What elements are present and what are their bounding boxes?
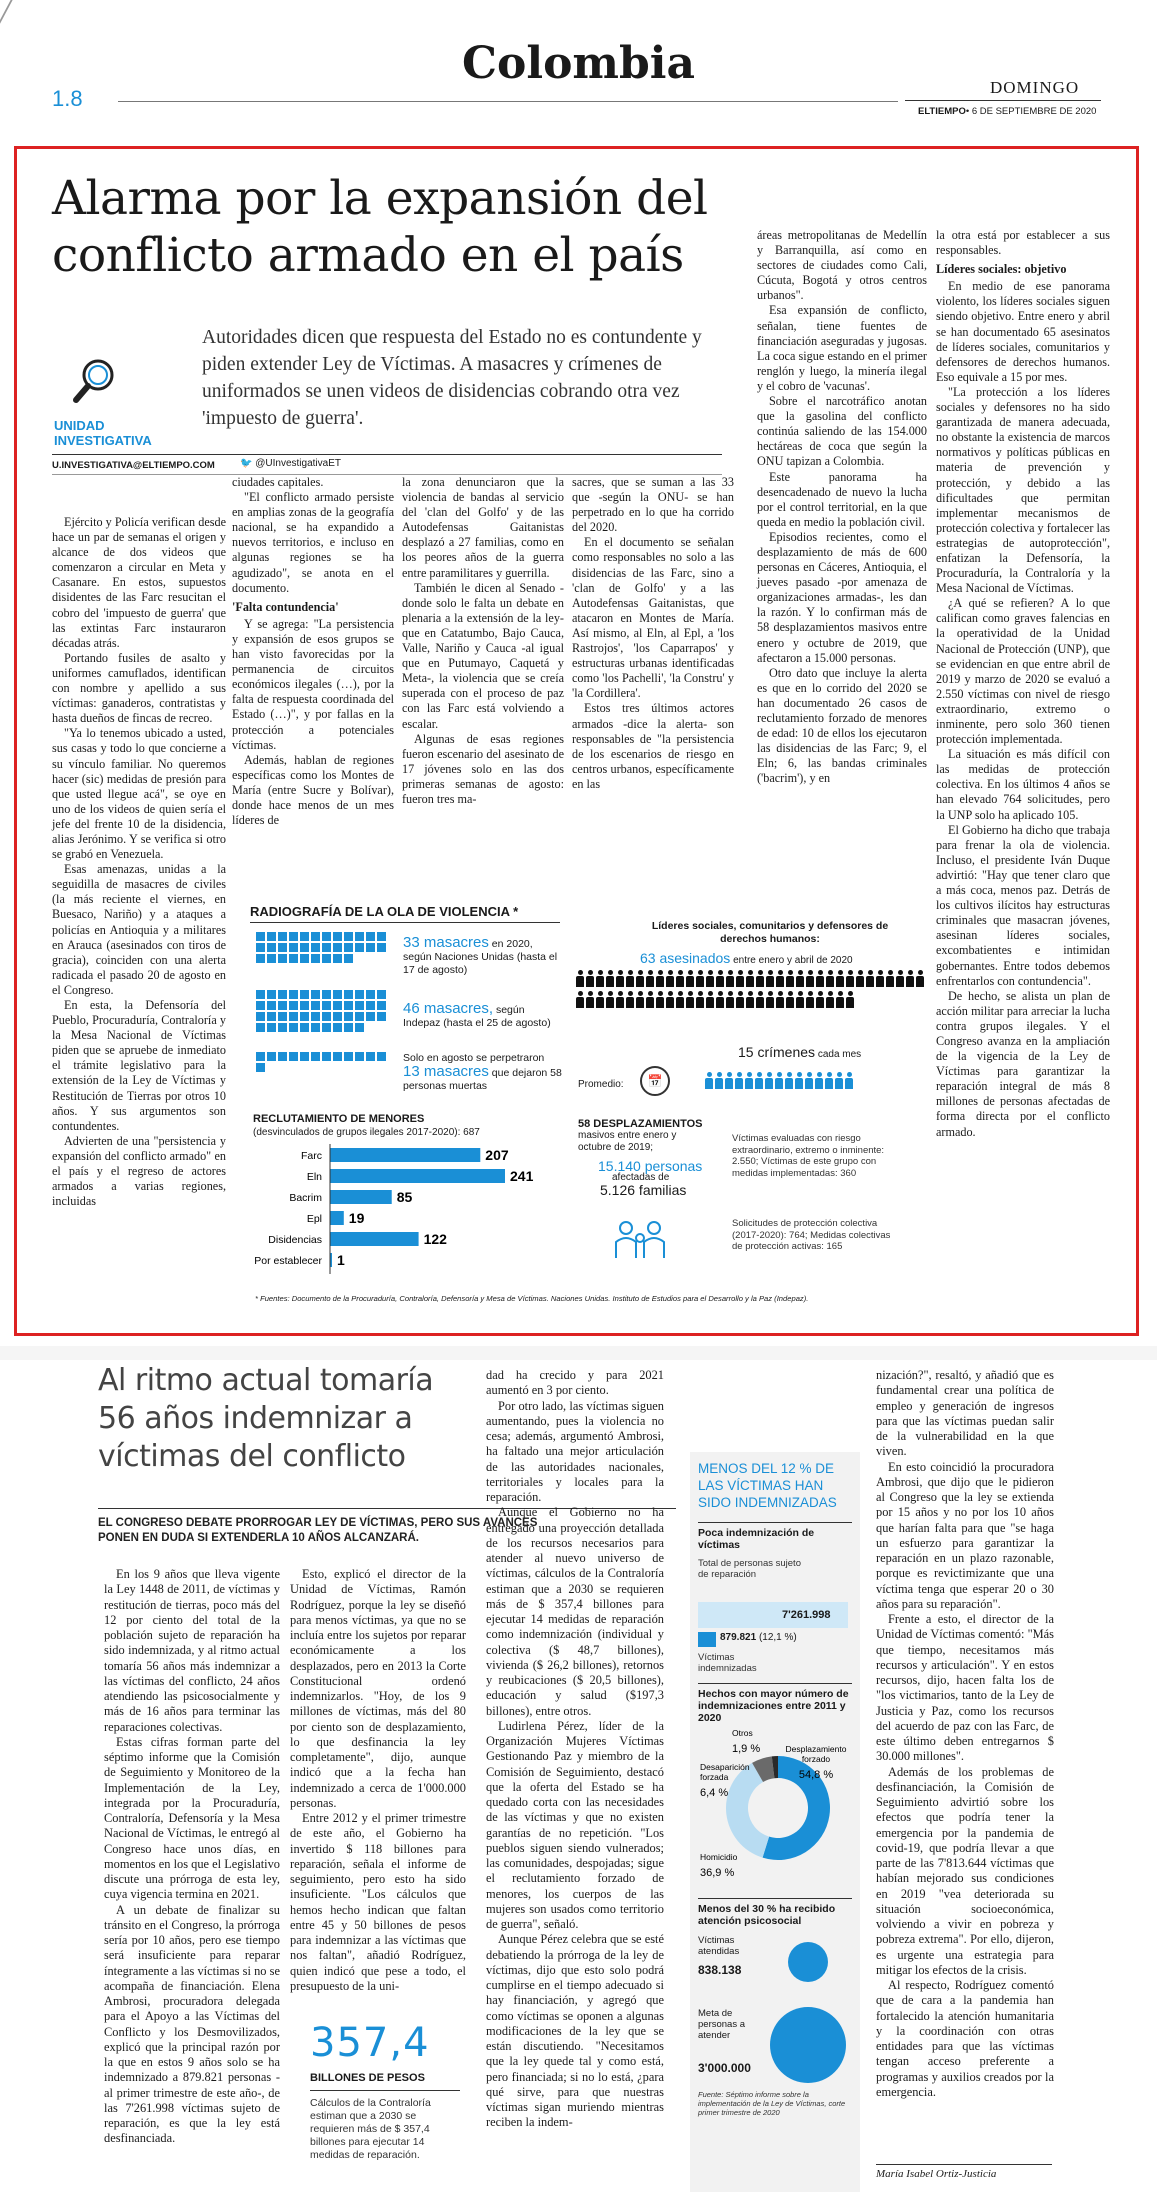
infographic-title: RADIOGRAFÍA DE LA OLA DE VIOLENCIA * (250, 904, 519, 919)
person-icon (616, 991, 624, 1008)
note-1: Víctimas evaluadas con riesgo extraordinario, extremo o inminente: 2.550; Víctimas de este grupo con medidas implementadas: 360 (732, 1133, 885, 1179)
edition-date: • 6 DE SEPTIEMBRE DE 2020 (965, 106, 1097, 117)
person-icon (785, 1072, 793, 1089)
person-icon (805, 1072, 813, 1089)
article2-byline: María Isabel Ortiz-Justicia (876, 2168, 997, 2180)
paragraph: nización?", resaltó, y añadió que es fundamental crear una política de empleo y generación de ingresos para que las víctimas puedan salir de la vulnerabilidad en la que viven. (876, 1368, 1054, 1459)
paper-name: ELTIEMPO (918, 106, 966, 117)
person-icon (786, 991, 794, 1008)
person-icon (835, 1072, 843, 1089)
person-icon (796, 970, 804, 987)
person-icon (696, 991, 704, 1008)
stat-text: Solo en agosto se perpetraron (403, 1052, 545, 1064)
person-icon (725, 1072, 733, 1089)
bar (330, 1232, 419, 1246)
attended-value: 838.138 (698, 1963, 742, 1977)
person-icon (826, 970, 834, 987)
paragraph: "La protección a los líderes sociales y defensores no ha sido garantizada de manera adecuada, no obstante la existencia de marcos normativos y políticas públicas en materia de prevención y protección, y debido a las dificultades que permitan implementar mecanismos de protección colectiva y fortalecer las estrategias de autoprotección", enfatizan la Defensoría, la Procuraduría, la Contraloría y la Mesa Nacional de Víctimas. (936, 384, 1110, 596)
article2-col3 (486, 1368, 664, 2190)
indem-label: Víctimas indemnizadas (698, 1652, 757, 1674)
indem-bar (698, 1632, 716, 1647)
person-icon (906, 970, 914, 987)
person-icon (596, 991, 604, 1008)
person-icon (866, 970, 874, 987)
article1-col1 (52, 515, 226, 1305)
person-icon (836, 991, 844, 1008)
paragraph: dad ha crecido y para 2021 aumentó en 3 por ciento. (486, 1368, 664, 1398)
person-icon (806, 970, 814, 987)
person-icon (816, 991, 824, 1008)
person-icon (796, 991, 804, 1008)
article2-col1 (104, 1567, 280, 2187)
bar-label: Por establecer (254, 1255, 322, 1267)
stat-number: 13 masacres (403, 1063, 489, 1080)
sidebar-title: MENOS DEL 12 % DE LAS VÍCTIMAS HAN SIDO INDEMNIZADAS (698, 1461, 837, 1510)
header-rule (118, 101, 898, 102)
bar-label: Eln (306, 1171, 322, 1183)
person-icon (686, 970, 694, 987)
magnifier-icon (70, 355, 120, 407)
paragraph: En los 9 años que lleva vigente la Ley 1448 de 2011, de víctimas y restitución de tierras, poco más del 12 por ciento del total de la población sujeto de reparación ha sido indemnizada, y al ritmo actual tomaría 56 años más indemnizar a las víctimas del conflicto, 24 años atendiendo las psicosocialmente y más de 16 años para terminar las reparaciones colectivas. (104, 1567, 280, 1734)
article1-dek: Autoridades dicen que respuesta del Estado no es contundente y piden extender Ley de Víctimas. A masacres y crímenes de uniformados se unen videos de disidencias cobrando otra vez 'impuesto de guerra'. (202, 327, 702, 429)
bar (330, 1211, 344, 1225)
corner-mark (0, 0, 35, 40)
bar-value: 122 (423, 1231, 447, 1247)
bar-value: 241 (510, 1168, 534, 1184)
paragraph: Entre 2012 y el primer trimestre de este año, el Gobierno ha invertido $ 118 billones para reparación, señala el informe de seguimiento, pero esto ha sido insuficiente. "Los cálculos que hemos hecho indican que faltan entre 45 y 50 billones de pesos para indemnizar a las víctimas que nos faltan", añadió Rodríguez, quien indicó que pese a todo, el presupuesto de la uni- (290, 1811, 466, 1993)
header-day-rule (905, 100, 1101, 101)
paragraph: la zona denunciaron que la violencia de bandas al servicio del 'clan del Golfo' y de las Autodefensas Gaitanistas desplazó a 27 familias, como en los peores años de la guerra entre paramilitares y guerrilla. (402, 475, 564, 580)
paragraph: Esas amenazas, unidas a la seguidilla de masacres de civiles (la más reciente el viernes, en Buesaco, Nariño) y a ataques a policías en Antioquia y a militares en Arauca (asesinados con tiros de gracia), coinciden con una alerta radicada el pasado 20 de agosto en el Congreso. (52, 862, 226, 997)
person-icon (716, 970, 724, 987)
paragraph: Esa expansión de conflicto, señalan, tiene fuentes de financiación aseguradas y jugosas. La coca sigue estando en el primer renglón y luego, la minería ilegal y el cobro de 'vacunas'. (757, 303, 927, 393)
leaders-title: Líderes sociales, comunitarios y defensores de derechos humanos: (651, 920, 889, 945)
paragraph: Portando fusiles de asalto y uniformes camuflados, identifican con nombre y apellido a sus víctimas: ganaderos, contratistas y hasta dueños de fincas de recreo. (52, 650, 226, 726)
paragraph: ¿A qué se refieren? A lo que califican como graves falencias en la operatividad de la Unidad Nacional de Protección (UNP), que se evidencian en que entre abril de 2019 y marzo de 2020 se evaluó a 2.550 víctimas con nivel de riesgo extraordinario, extremo o inminente, pero solo 360 tienen protección implementada. (936, 596, 1110, 747)
paragraph: Y se agrega: "La persistencia y expansión de esos grupos se han visto favorecidas por la permanencia de circuitos económicos ilegales (…), por la falta de respuesta coordinada del Estado (…)", y por fallas en la protección a potenciales víctimas. (232, 616, 394, 752)
article2-col2 (290, 1567, 466, 2014)
paragraph: Esto, explicó el director de la Unidad de Víctimas, Ramón Rodríguez, porque la ley se diseñó para menos víctimas, ya que no se incluía entre los sujetos por reparar económicamente a los desplazados, pero en 2013 la Corte Constitucional ordenó indemnizarlos. "Hoy, de los 9 millones de víctimas, más del 80 por ciento son de desplazamiento, lo que desfinancia la ley completamente", dijo, aunque indicó que a la fecha han indemnizado a cerca de 1'000.000 personas. (290, 1567, 466, 1810)
person-icon (735, 1072, 743, 1089)
article1-col3 (402, 475, 564, 806)
sidebar-sub1: Poca indemnización de víctimas (698, 1527, 815, 1551)
paragraph: Ludirlena Pérez, líder de la Organización Mujeres Víctimas Gestionando Paz y miembro de la Comisión de Seguimiento, destacó que la oferta del Estado se ha quedado corta con las necesidades de las víctimas y que no existen garantías de no repetición. "Los pueblos siguen siendo vulnerados; las comunidades, despojadas; sigue el reclutamiento forzado de menores, los cuerpos de las mujeres son usados como territorio de guerra", señaló. (486, 1718, 664, 1931)
donut-value: 6,4 % (700, 1787, 729, 1799)
goal-value: 3'000.000 (698, 2061, 751, 2075)
person-icon (586, 991, 594, 1008)
total-value: 7'261.998 (782, 1609, 831, 1621)
header-dateline (918, 106, 1096, 117)
paragraph: Episodios recientes, como el desplazamiento de más de 600 personas en Cáceres, Antioquia, el jueves pasado -por amenaza de organizaciones armadas-, les dan la razón. Y lo confirman más de 58 desplazamientos masivos entre enero y octubre de 2019, que afectaron a 15.000 personas. (757, 529, 927, 665)
stat-text: en 2020, según Naciones Unidas (hasta el 17 de agosto) (403, 938, 558, 976)
big-number-text: Cálculos de la Contraloría estiman que a 2030 se requieren más de $ 357,4 billones para ejecutar 14 medidas de reparación. (310, 2097, 431, 2161)
paragraph: De hecho, se alista un plan de acción militar para arreciar la lucha contra grupos ilegales. Y el Congreso avanza en la ampliación de la vigencia de la Ley de Víctimas para garantizar la reparación integral de más 8 millones de personas afectadas de forma directa por el conflicto armado. (936, 988, 1110, 1139)
byline-rule-2 (876, 2164, 1052, 2165)
displaced-block (578, 1118, 708, 1196)
calendar-icon: 📅 (640, 1066, 670, 1096)
person-icon (896, 970, 904, 987)
donut-label: Desplazamiento (785, 1744, 847, 1754)
person-icon (816, 970, 824, 987)
sidebar-rule-3 (698, 1898, 852, 1899)
person-icon (795, 1072, 803, 1089)
indem-number: 879.821 (720, 1632, 757, 1643)
person-icon (646, 970, 654, 987)
header-day: DOMINGO (990, 78, 1080, 97)
person-icon (706, 991, 714, 1008)
author-email: U.INVESTIGATIVA@ELTIEMPO.COM (52, 460, 215, 471)
paragraph: la otra está por establecer a sus responsables. (936, 228, 1110, 258)
person-icon (656, 970, 664, 987)
donut-label: forzada (700, 1772, 729, 1782)
person-icon (916, 970, 924, 987)
person-icon (656, 991, 664, 1008)
bar (330, 1169, 505, 1183)
person-icon (686, 991, 694, 1008)
displaced-title: 58 DESPLAZAMIENTOS (578, 1118, 703, 1130)
paragraph: Sobre el narcotráfico anotan que la gasolina del conflicto continúa saliendo de las 154.000 hectáreas de coca que según la ONU tapizan a Colombia. (757, 394, 927, 469)
crimes-number: 15 crímenes (738, 1044, 816, 1060)
leaders-stat (640, 950, 853, 966)
person-icon (616, 970, 624, 987)
article1-title: Alarma por la expansión del conflicto armado en el país (52, 171, 708, 283)
paragraph: sacres, que se suman a las 33 que -según la ONU- se han perpetrado en lo que ha corrido del 2020. (572, 475, 734, 535)
goal-label: Meta de personas a atender (698, 2008, 746, 2041)
person-icon (886, 970, 894, 987)
displaced-families: 5.126 familias (600, 1182, 687, 1198)
bar-label: Farc (301, 1150, 322, 1162)
unit-label: UNIDAD INVESTIGATIVA (54, 418, 152, 448)
paragraph: ciudades capitales. (232, 475, 324, 489)
squares-grid-1 (256, 932, 391, 965)
paragraph: Estos tres últimos actores armados -dice la alerta- son responsables de "la persistencia de los escenarios de riesgo en centros urbanos, específicamente en las (572, 701, 734, 791)
person-icon (776, 991, 784, 1008)
crimes-stat (738, 1044, 861, 1060)
byline-rule (52, 454, 722, 455)
squares-grid-2 (256, 990, 391, 1034)
person-icon (765, 1072, 773, 1089)
person-icon (706, 970, 714, 987)
displaced-subtitle: masivos entre enero y octubre de 2019; (578, 1130, 677, 1153)
indemnization-donut-chart (698, 1728, 858, 1888)
paragraph: Este panorama ha desencadenado de nuevo la lucha por el control territorial, en la que queda en medio la población civil. (757, 469, 927, 529)
person-icon (845, 1072, 853, 1089)
person-icon (766, 991, 774, 1008)
bar-value: 207 (485, 1147, 509, 1163)
donut-label: Desaparición (700, 1762, 750, 1772)
donut-value: 54,8 % (798, 1769, 834, 1781)
person-icon (666, 970, 674, 987)
twitter-handle (240, 458, 341, 469)
person-icon (756, 970, 764, 987)
person-icon (826, 991, 834, 1008)
donut-label: Otros (732, 1728, 753, 1738)
paragraph: Por otro lado, las víctimas siguen aumentando, pues la violencia no cesa; además, argumentó Ambrosi, ha faltado una mejor articulación de las autoridades nacionales, territoriales y locales para la reparación. (486, 1398, 664, 1504)
indem-pct: (12,1 %) (758, 1632, 797, 1643)
big-number: 357,4 (310, 2020, 430, 2066)
big-number-box (310, 2020, 460, 2162)
recruit-bar-chart (250, 1140, 575, 1280)
sidebar-source: Fuente: Séptimo informe sobre la implementación de la Ley de Víctimas, corte primer trimestre de 2020 (698, 2090, 846, 2117)
total-label: Total de personas sujeto de reparación (698, 1558, 801, 1580)
paragraph: A un debate de finalizar su tránsito en el Congreso, la prórroga sería por 10 años, pero ese tiempo será insuficiente para reparar íntegramente a las víctimas si no se acompaña de financiación. Elena Ambrosi, procuradora delegada para el Apoyo a las Víctimas del Conflicto y los Desmovilizados, explicó que la principal razón por la que en estos 9 años solo se ha indemnizado a 879.821 personas -al primer trimestre de este año-, de las 7'261.998 víctimas sujeto de reparación, es que la ley está desfinanciada. (104, 1902, 280, 2146)
crimes-text: cada mes (817, 1049, 862, 1060)
donut-label: Homicidio (700, 1852, 738, 1862)
bar-label: Bacrim (289, 1192, 322, 1204)
person-icon (636, 970, 644, 987)
bar (330, 1148, 480, 1162)
sidebar-rule-2 (698, 1683, 852, 1684)
person-icon (856, 970, 864, 987)
family-icon (612, 1220, 668, 1260)
big-number-label: BILLONES DE PESOS (310, 2072, 460, 2091)
sources: * Fuentes: Documento de la Procuraduría, Contraloría, Defensoría y Mesa de Víctimas. Naciones Unidas. Instituto de Estudios para el Desarrollo y la Paz (Indepaz). (255, 1294, 809, 1303)
person-icon (576, 991, 584, 1008)
person-icon (746, 970, 754, 987)
subheading: Líderes sociales: objetivo (936, 262, 1067, 277)
bar-label: Disidencias (268, 1234, 322, 1246)
twitter-handle-text: @UInvestigativaET (255, 458, 341, 469)
paragraph: La situación es más difícil con las medidas de protección colectiva. En los últimos 4 años se han elevado 764 solicitudes, pero la UNP solo ha aplicado 105. (936, 747, 1110, 822)
person-icon (736, 970, 744, 987)
infographic-rule (250, 922, 560, 923)
stat-text: que dejaron 58 personas muertas (403, 1067, 562, 1092)
article1-col2 (232, 475, 394, 828)
paragraph: En el documento se señalan como responsables no solo a las disidencias de las Farc, sino a 'clan de Golfo' y a las Autodefensas Gaitanistas, que atacaron en Montes de María. Así mismo, al Eln, al Epl, a 'los Rastrojos', 'los Caparrapos' y estructuras urbanas identificadas como 'los Pachelli', 'la Constru' y 'la Cordillera'. (572, 535, 734, 701)
bar-value: 1 (337, 1252, 345, 1268)
sidebar-sub2: Hechos con mayor número de indemnizaciones entre 2011 y 2020 (698, 1688, 849, 1724)
bar-value: 19 (348, 1210, 365, 1226)
subheading: 'Falta contundencia' (232, 599, 339, 614)
article1-col5 (757, 228, 927, 916)
person-icon (715, 1072, 723, 1089)
article2-title: Al ritmo actual tomaría 56 años indemnizar a víctimas del conflicto (98, 1363, 434, 1474)
article1-col6 (936, 228, 1110, 1318)
person-icon (766, 970, 774, 987)
person-icon (825, 1072, 833, 1089)
paragraph: En esto coincidió la procuradora Ambrosi, que dijo que le pidieron al Congreso que la ley se extienda por 15 años y no por los 10 años que harían falta para que "se haga un esfuerzo para garantizar la reparación en un plazo razonable, porque es revictimizante que una víctima tenga que esperar 20 o 30 años para su reparación". (876, 1459, 1054, 1611)
leaders-number: 63 asesinados (640, 950, 731, 966)
indem-value (720, 1632, 797, 1643)
paragraph: Advierten de una "persistencia y expansión del conflicto armado" en el país y el regreso de actores armados a varias regiones, incluidas (52, 1133, 226, 1209)
person-icon (755, 1072, 763, 1089)
displaced-text: afectadas de (612, 1172, 670, 1183)
person-icon (836, 970, 844, 987)
person-icon (596, 970, 604, 987)
person-icon (586, 970, 594, 987)
twitter-icon: 🐦 (240, 458, 253, 469)
section-title: Colombia (462, 38, 695, 89)
displaced-number: 15.140 personas (598, 1158, 703, 1174)
paragraph: Algunas de esas regiones fueron escenario del asesinato de 17 jóvenes solo en las dos primeras semanas de agosto: fueron tres ma- (402, 731, 564, 806)
paragraph: áreas metropolitanas de Medellín y Barranquilla, así como en sectores de ciudades como Cali, Cúcuta, Bogotá y otros centros urbanos". (757, 228, 927, 303)
stat-masacres-indepaz (403, 1002, 563, 1030)
person-icon (746, 991, 754, 1008)
article1-col4 (572, 475, 734, 791)
paragraph: "Ya lo tenemos ubicado a usted, sus casas y todo lo que concierne a su vínculo familiar. No queremos hacer (sic) medidas de presión para que usted llegue acá", se oye en uno de los videos de quien sería el jefe del frente 10 de la disidencia, alias Jerónimo. Y se verifica si otro se grabó en Venezuela. (52, 726, 226, 862)
person-icon (696, 970, 704, 987)
person-icon (726, 970, 734, 987)
goal-circle (770, 2007, 846, 2083)
person-icon (876, 970, 884, 987)
paragraph: En esta, la Defensoría del Pueblo, Procuraduría, Contraloría y la Mesa Nacional de Víctimas piden que se apruebe de inmediato el trámite legislativo para la extensión de la Ley de Víctimas y Restitución de Tierras por otros 10 años. Y sus argumentos son contundentes. (52, 998, 226, 1133)
paragraph: "El conflicto armado persiste en amplias zonas de la geografía nacional, se ha expandido a nuevos territorios, e incluso en algunas regiones se ha agudizado", se anota en el documento. (232, 490, 394, 595)
paragraph: Estas cifras forman parte del séptimo informe que la Comisión de Seguimiento y Monitoreo de la Implementación de la Ley, integrada por la Procuraduría, Contraloría, Defensoría y la Mesa Nacional de Víctimas, le entregó al Congreso hace unos días, en momentos en los que el Legislativo discute una prórroga de esta ley, cuya vigencia termina en 2021. (104, 1734, 280, 1902)
stat-number: 46 masacres, (403, 1000, 494, 1017)
paragraph: Aunque el Gobierno no ha entregado una proyección detallada de los recursos necesarios para atender al nuevo universo de víctimas, cálculos de la Contraloría estiman que a 2030 se requieren más de $ 357,4 billones para ejecutar 14 medidas de reparación como indemnización (individual y colectiva ($ 48,7 billones), vivienda ($ 26,2 billones), retornos y reubicaciones ($ 20,5 billones), educación y salud ($197,3 billones), entre otros. (486, 1505, 664, 1718)
stat-masacres-onu (403, 936, 563, 977)
paragraph: Además, hablan de regiones específicas como los Montes de María (entre Sucre y Bolívar), donde hace menos de un mes líderes de (232, 752, 394, 828)
person-icon (806, 991, 814, 1008)
paragraph: El Gobierno ha dicho que trabaja para frenar la ola de violencia. Incluso, el presidente Iván Duque advirtió: "Hay que tener claro que a más coca, menos paz. Detrás de los cultivos ilícitos hay estructuras criminales que masacran jóvenes, asesinan líderes sociales, excombatientes e intimidan gobernantes. Entre todos debemos enfrentarlos con contundencia". (936, 822, 1110, 988)
person-icon (676, 991, 684, 1008)
paragraph: En medio de ese panorama violento, los líderes sociales siguen siendo objetivo. Entre enero y abril se han documentado 65 asesinatos de líderes sociales, comunitarios y defensores de derechos humanos. Eso equivale a 15 por mes. (936, 279, 1110, 384)
person-icon (726, 991, 734, 1008)
squares-grid-3 (256, 1052, 391, 1074)
person-icon (745, 1072, 753, 1089)
paragraph: Al respecto, Rodríguez comentó que de cara a la pandemia han fortalecido la atención humanitaria y la coordinación con otras entidades para que las víctimas tengan acceso preferente a programas y auxilios creados por la emergencia. (876, 1978, 1054, 2099)
recruit-title: RECLUTAMIENTO DE MENORES (253, 1113, 425, 1125)
paragraph: Además de los problemas de desfinanciación, la Comisión de Seguimiento advirtió sobre los efectos que podría tener la emergencia por la pandemia de covid-19, que podría llevar a que parte de las 7'813.644 víctimas que habían mejorado sus condiciones en 2019 "vea deteriorada su situación socioeconómica, volviendo a vivir en pobreza y pobreza extrema". Por ello, dijeron, es urgente una estrategia para mitigar los efectos de la crisis. (876, 1764, 1054, 1977)
stat-agosto (403, 1052, 563, 1093)
people-grid (576, 970, 928, 1012)
person-icon (736, 991, 744, 1008)
person-icon (786, 970, 794, 987)
person-icon (606, 991, 614, 1008)
note-2: Solicitudes de protección colectiva (2017-2020): 764; Medidas colectivas de protección activas: 165 (732, 1218, 891, 1252)
person-icon (705, 1072, 713, 1089)
stat-number: 33 masacres (403, 934, 489, 951)
person-icon (626, 970, 634, 987)
person-icon (775, 1072, 783, 1089)
attended-label: Víctimas atendidas (698, 1935, 740, 1957)
donut-label: forzado (801, 1754, 831, 1764)
person-icon (846, 991, 854, 1008)
page-number: 1.8 (52, 86, 83, 111)
paragraph: También le dicen al Senado -donde solo le falta un debate en plenaria a la extensión de la ley- que en Catatumbo, Bajo Cauca, Valle, Nariño y Cauca -al igual que en Putumayo, Caquetá y Meta-, la violencia que se creía superada con el proceso de paz con las Farc está volviendo a escalar. (402, 580, 564, 731)
page-divider (0, 1346, 1157, 1360)
donut-value: 1,9 % (732, 1743, 761, 1755)
article2-dek: EL CONGRESO DEBATE PRORROGAR LEY DE VÍCTIMAS, PERO SUS AVANCES PONEN EN DUDA SI EXTENDERLA 10 AÑOS ALCANZARÁ. (98, 1517, 538, 1544)
promedio-label: Promedio: (578, 1079, 624, 1090)
paragraph: Frente a esto, el director de la Unidad de Víctimas comentó: "Más que tiempo, necesitamos más recursos y articulación". Y en estos recursos, dijo, hacen falta los de "los victimarios, tanto de la Ley de Justicia y Paz, como los recursos del acuerdo de paz con las Farc, de este último deben entregarnos $ 30.000 millones". (876, 1612, 1054, 1764)
article2-col4 (876, 1368, 1054, 2158)
paragraph: Aunque Pérez celebra que se esté debatiendo la prórroga de la ley de víctimas, dijo que esto solo podrá cumplirse en el tiempo adecuado si hay financiación, y agregó que como víctimas se oponen a algunas modificaciones de la ley que se están discutiendo. "Necesitamos que la ley quede tal y como está, pero financiada; si no lo está, ¿para qué sirve, para que nuestras víctimas sigan muriendo mientras reciben la indem- (486, 1932, 664, 2130)
person-icon (576, 970, 584, 987)
person-icon (626, 991, 634, 1008)
paragraph: Otro dato que incluye la alerta es que en lo corrido del 2020 se han documentado 26 casos de reclutamiento forzado de menores de edad: 10 de ellos los ejecutaron las disidencias de las Farc; 9, el Eln; 6, las bandas criminales ('bacrim'), y en (757, 665, 927, 786)
attended-circle (788, 1942, 828, 1982)
leaders-text: entre enero y abril de 2020 (733, 955, 853, 966)
donut-value: 36,9 % (700, 1867, 735, 1879)
bar-value: 85 (396, 1189, 413, 1205)
bar-label: Epl (306, 1213, 322, 1225)
person-icon (606, 970, 614, 987)
sidebar-sub3: Menos del 30 % ha recibido atención psicosocial (698, 1903, 836, 1927)
people-row-blue (705, 1072, 925, 1093)
stat-text: según Indepaz (hasta el 25 de agosto) (403, 1004, 551, 1029)
person-icon (815, 1072, 823, 1089)
sidebar-rule (698, 1522, 852, 1523)
person-icon (846, 970, 854, 987)
paragraph: Ejército y Policía verifican desde hace un par de semanas el origen y alcance de dos videos que comenzaron a circular en Meta y Casanare. En estos, supuestos disidentes de las Farc resucitan el cobro del 'impuesto de guerra' que las extintas Farc instauraron décadas atrás. (52, 515, 226, 650)
person-icon (646, 991, 654, 1008)
bar (330, 1190, 392, 1204)
person-icon (756, 991, 764, 1008)
person-icon (676, 970, 684, 987)
person-icon (636, 991, 644, 1008)
person-icon (776, 970, 784, 987)
person-icon (716, 991, 724, 1008)
recruit-subtitle: (desvinculados de grupos ilegales 2017-2020): 687 (253, 1127, 480, 1138)
person-icon (666, 991, 674, 1008)
